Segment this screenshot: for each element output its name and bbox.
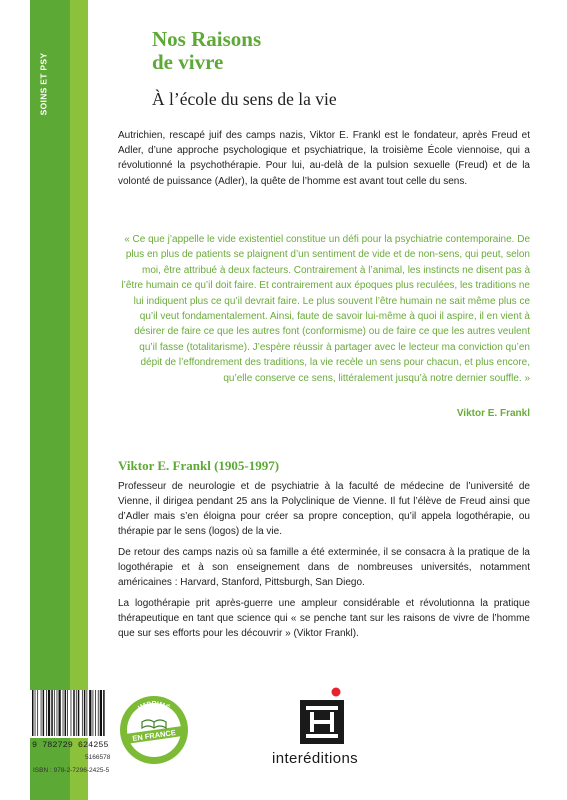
bio-paragraph-2: De retour des camps nazis où sa famille a été exterminée, il se consacra à la pratique de la logothérapie et à son enseignement dans de nombreuses universités, notamment américaines : Harvard, Stanford, Pittsburgh, San Diego. <box>118 547 530 588</box>
quote-author: Viktor E. Frankl <box>456 408 530 419</box>
author-bio <box>118 479 530 647</box>
bio-paragraph-1: Professeur de neurologie et de psychiatrie à la faculté de médecine de l’université de Vienne, il dirigea pendant 25 ans la Polyclinique de Vienne. Il fut l’élève de Freud ainsi que d’Adler mais s’en éloigna pour créer sa propre conception, qu’il appela logothérapie, ou thérapie par le sens (logos) de la vie. <box>118 481 530 537</box>
seal-top-text: IMPRIMÉ <box>137 701 171 713</box>
author-bio-title: Viktor E. Frankl (1905-1997) <box>118 458 280 473</box>
collection-label: SOINS ET PSY <box>38 52 48 116</box>
barcode-digits: 9 782729 624255 <box>32 740 109 750</box>
intro-paragraph: Autrichien, rescapé juif des camps nazis, Viktor E. Frankl est le fondateur, après Freud et Adler, d’une approche psychologique et psychiatrique, la troisième École viennoise, qui a révolutionné la psychothérapie. Pour lui, au-delà de la pulsion sexuelle (Freud) et de la volonté de puissance (Adler), la quête de l’homme est avant tout celle du sens. <box>118 130 530 187</box>
barcode <box>30 690 114 738</box>
isbn-number: ISBN : 978-2-7296-2425-5 <box>33 767 110 774</box>
bio-paragraph-3: La logothérapie prit après-guerre une ampleur considérable et révolutionna la pratique thérapeutique en tant que science qui « se penche tant sur les raisons de vivre de l’homme que sur ses efforts pour les découvrir » (Viktor Frankl). <box>118 598 530 639</box>
book-subtitle: À l’école du sens de la vie <box>152 89 337 109</box>
seal-middle-text: EN FRANCE <box>131 727 177 743</box>
title-line-2: de vivre <box>152 50 224 74</box>
title-line-1: Nos Raisons <box>152 27 262 51</box>
product-code: 5166578 <box>85 754 111 761</box>
printed-in-france-seal <box>118 694 190 766</box>
quote-text: « Ce que j’appelle le vide existentiel constitue un défi pour la psychiatrie contemporaine. De plus en plus de patients se plaignent d’un sentiment de vide et de non-sens, qui peut, selon moi, être attribué à deux facteurs. Contrairement à l’animal, les instincts ne disent pas à l’être humain ce qu’il doit faire. Et contrairement aux époques plus reculées, les traditions ne lui indiquent plus ce qu’il devrait faire. Le plus souvent l’être humain ne sait même plus ce qu’il veut fondamentalement. Ainsi, faute de savoir lui-même à quoi il aspire, il en vient à désirer de faire ce que les autres font (conformisme) ou de faire ce que les autres veulent qu’il fasse (totalitarisme). J’espère réussir à partager avec le lecteur ma conviction qu’en dépit de l’effondrement des traditions, la vie recèle un sens pour chacun, et plus encore, qu’elle conserve ce sens, littéralement jusqu’à notre dernier souffle. » <box>121 234 530 384</box>
spine-stripe-light <box>70 0 88 800</box>
publisher-name: interéditions <box>272 750 359 767</box>
book-title <box>152 28 261 74</box>
publisher-logo <box>296 686 348 746</box>
